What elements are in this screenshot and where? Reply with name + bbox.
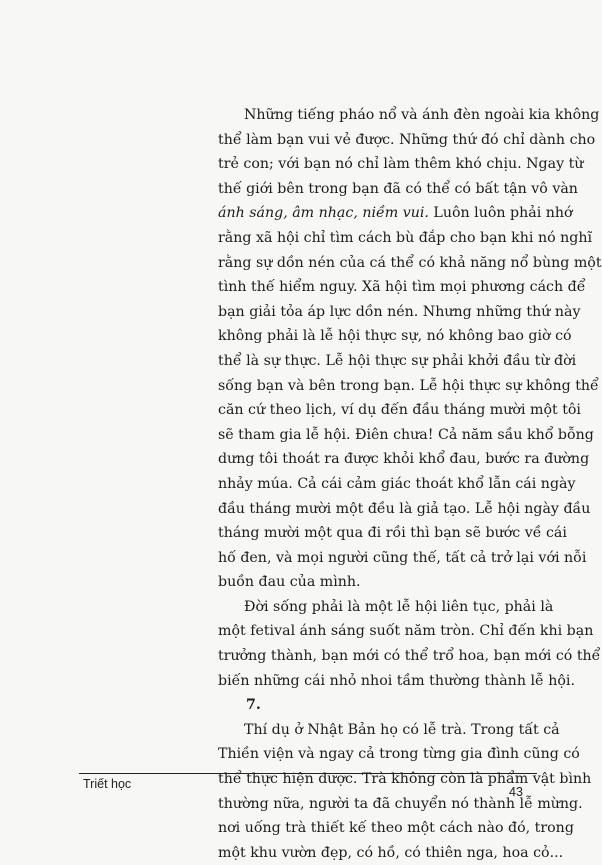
text-line: một khu vườn đẹp, có hồ, có thiên nga, hoa cỏ... xyxy=(218,844,564,861)
text-line-italic: ánh sáng, âm nhạc, niềm vui. Luôn luôn phải nhớ xyxy=(218,205,573,222)
text-line: Những tiếng pháo nổ và ánh đèn ngoài kia không xyxy=(244,107,600,123)
text-line: thể là sự thực. Lễ hội thực sự phải khởi đầu từ đời xyxy=(218,352,577,369)
footer-divider xyxy=(79,773,537,774)
paragraph-1 xyxy=(218,103,602,595)
text-line: sẽ tham gia lễ hội. Điên chưa! Cả năm sầu khổ bỗng xyxy=(218,426,594,443)
text-line: thể thực hiện được. Trà không còn là phẩm vật bình xyxy=(218,771,592,788)
text-line: rằng sự dồn nén của cá thể có khả năng nổ bùng một xyxy=(218,254,602,271)
text-line: thường nữa, người ta đã chuyển nó thành lễ mừng. xyxy=(218,795,583,812)
text-line: dưng tôi thoát ra được khỏi khổ đau, bước ra đường xyxy=(218,451,590,468)
text-line: tình thế hiểm nguy. Xã hội tìm mọi phương cách để xyxy=(218,279,586,296)
body-text xyxy=(218,103,602,865)
text-line: hố đen, và mọi người cũng thế, tất cả trở lại với nỗi xyxy=(218,549,587,566)
italic-phrase: ánh sáng, âm nhạc, niềm vui. xyxy=(218,205,429,222)
section-number: 7. xyxy=(246,697,261,714)
text-line: thể làm bạn vui vẻ được. Những thứ đó chỉ dành cho xyxy=(218,131,596,148)
text-line: nhảy múa. Cả cái cảm giác thoát khổ lẫn cái ngày xyxy=(218,475,576,492)
paragraph-2 xyxy=(218,595,601,693)
text-line: Thí dụ ở Nhật Bản họ có lễ trà. Trong tất cả xyxy=(244,721,560,738)
paragraph-3 xyxy=(218,718,592,865)
page-number: 43 xyxy=(509,785,523,799)
running-footer-title: Triết học xyxy=(83,777,132,791)
text-line: căn cứ theo lịch, ví dụ đến đầu tháng mười một tôi xyxy=(218,402,581,419)
text-line: thế giới bên trong bạn đã có thể có bất tận vô vàn xyxy=(218,180,578,197)
text-line: sống bạn và bên trong bạn. Lễ hội thực sự không thể xyxy=(218,377,599,394)
text-line: tháng mười một qua đi rồi thì bạn sẽ bước về cái xyxy=(218,525,567,542)
text-line: Thiền viện và ngay cả trong từng gia đình cũng có xyxy=(218,746,580,763)
text-line: bạn giải tỏa áp lực dồn nén. Nhưng những thứ này xyxy=(218,303,581,320)
text-line: rằng xã hội chỉ tìm cách bù đắp cho bạn khi nó nghĩ xyxy=(218,229,593,246)
text-line: không phải là lễ hội thực sự, nó không bao giờ có xyxy=(218,328,572,345)
text-line: trẻ con; với bạn nó chỉ làm thêm khó chịu. Ngay từ xyxy=(218,156,584,173)
text-line: một fetival ánh sáng suốt năm tròn. Chỉ đến khi bạn xyxy=(218,623,594,640)
text-line: biến những cái nhỏ nhoi tầm thường thành lễ hội. xyxy=(218,672,575,689)
text-line: trưởng thành, bạn mới có thể trổ hoa, bạn mới có thể xyxy=(218,648,601,665)
text-line: nơi uống trà thiết kế theo một cách nào đó, trong xyxy=(218,820,574,837)
text-line: buồn đau của mình. xyxy=(218,574,361,591)
text-line: Đời sống phải là một lễ hội liên tục, phải là xyxy=(244,598,554,615)
text-line: đầu tháng mười một đều là giả tạo. Lễ hội ngày đầu xyxy=(218,500,591,517)
